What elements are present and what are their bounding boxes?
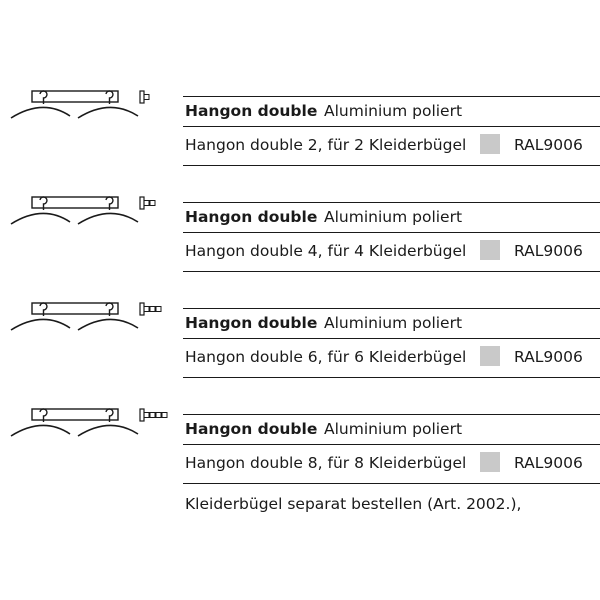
product-variant: Hangon double 6, für 6 Kleiderbügel — [185, 348, 467, 366]
slot-square — [162, 413, 167, 418]
color-code: RAL9006 — [514, 454, 583, 472]
divider — [183, 414, 600, 415]
hanger-illustration — [8, 406, 178, 466]
slot-square — [156, 307, 161, 312]
hanger-drawing — [8, 300, 178, 340]
slot-square — [150, 201, 155, 206]
product-finish: Aluminium poliert — [324, 208, 463, 226]
divider — [183, 483, 600, 484]
color-code: RAL9006 — [514, 348, 583, 366]
rail-bar — [32, 197, 118, 208]
slot-square — [144, 413, 149, 418]
product-variant: Hangon double 4, für 4 Kleiderbügel — [185, 242, 467, 260]
slot-square — [144, 95, 149, 100]
color-code: RAL9006 — [514, 136, 583, 154]
bracket-post — [140, 303, 144, 315]
rail-bar — [32, 303, 118, 314]
hanger-arc-left — [11, 213, 70, 224]
hanger-illustration — [8, 194, 178, 254]
rail-bar — [32, 409, 118, 420]
product-block — [0, 308, 600, 398]
divider — [183, 96, 600, 97]
divider — [183, 165, 600, 166]
hanger-arc-left — [11, 425, 70, 436]
product-block — [0, 202, 600, 292]
slot-indicator — [140, 197, 155, 209]
hanger-drawing — [8, 194, 178, 234]
hanger-drawing — [8, 406, 178, 446]
hanger-arc-right — [78, 107, 138, 118]
slot-square — [150, 413, 155, 418]
rail-bar — [32, 91, 118, 102]
slot-indicator — [140, 409, 167, 421]
color-swatch — [480, 240, 500, 260]
bracket-post — [140, 91, 144, 103]
hanger-illustration — [8, 88, 178, 148]
product-name: Hangon double — [185, 102, 318, 120]
divider — [183, 308, 600, 309]
slot-square — [150, 307, 155, 312]
slot-square — [156, 413, 161, 418]
slot-indicator — [140, 91, 149, 103]
product-finish: Aluminium poliert — [324, 314, 463, 332]
hanger-arc-left — [11, 107, 70, 118]
bracket-post — [140, 409, 144, 421]
hanger-arc-right — [78, 213, 138, 224]
product-name: Hangon double — [185, 420, 318, 438]
color-swatch — [480, 134, 500, 154]
product-block — [0, 96, 600, 186]
product-variant: Hangon double 2, für 2 Kleiderbügel — [185, 136, 467, 154]
divider — [183, 271, 600, 272]
product-finish: Aluminium poliert — [324, 420, 463, 438]
hanger-arc-right — [78, 319, 138, 330]
hanger-arc-left — [11, 319, 70, 330]
color-swatch — [480, 346, 500, 366]
slot-square — [144, 307, 149, 312]
divider — [183, 202, 600, 203]
product-block — [0, 414, 600, 504]
product-name: Hangon double — [185, 208, 318, 226]
divider — [183, 377, 600, 378]
color-swatch — [480, 452, 500, 472]
product-finish: Aluminium poliert — [324, 102, 463, 120]
product-name: Hangon double — [185, 314, 318, 332]
slot-indicator — [140, 303, 161, 315]
color-code: RAL9006 — [514, 242, 583, 260]
hanger-drawing — [8, 88, 178, 128]
slot-square — [144, 201, 149, 206]
footnote: Kleiderbügel separat bestellen (Art. 2002.), — [185, 495, 522, 513]
hanger-arc-right — [78, 425, 138, 436]
product-variant: Hangon double 8, für 8 Kleiderbügel — [185, 454, 467, 472]
divider — [183, 126, 600, 127]
divider — [183, 444, 600, 445]
divider — [183, 338, 600, 339]
hanger-illustration — [8, 300, 178, 360]
bracket-post — [140, 197, 144, 209]
divider — [183, 232, 600, 233]
